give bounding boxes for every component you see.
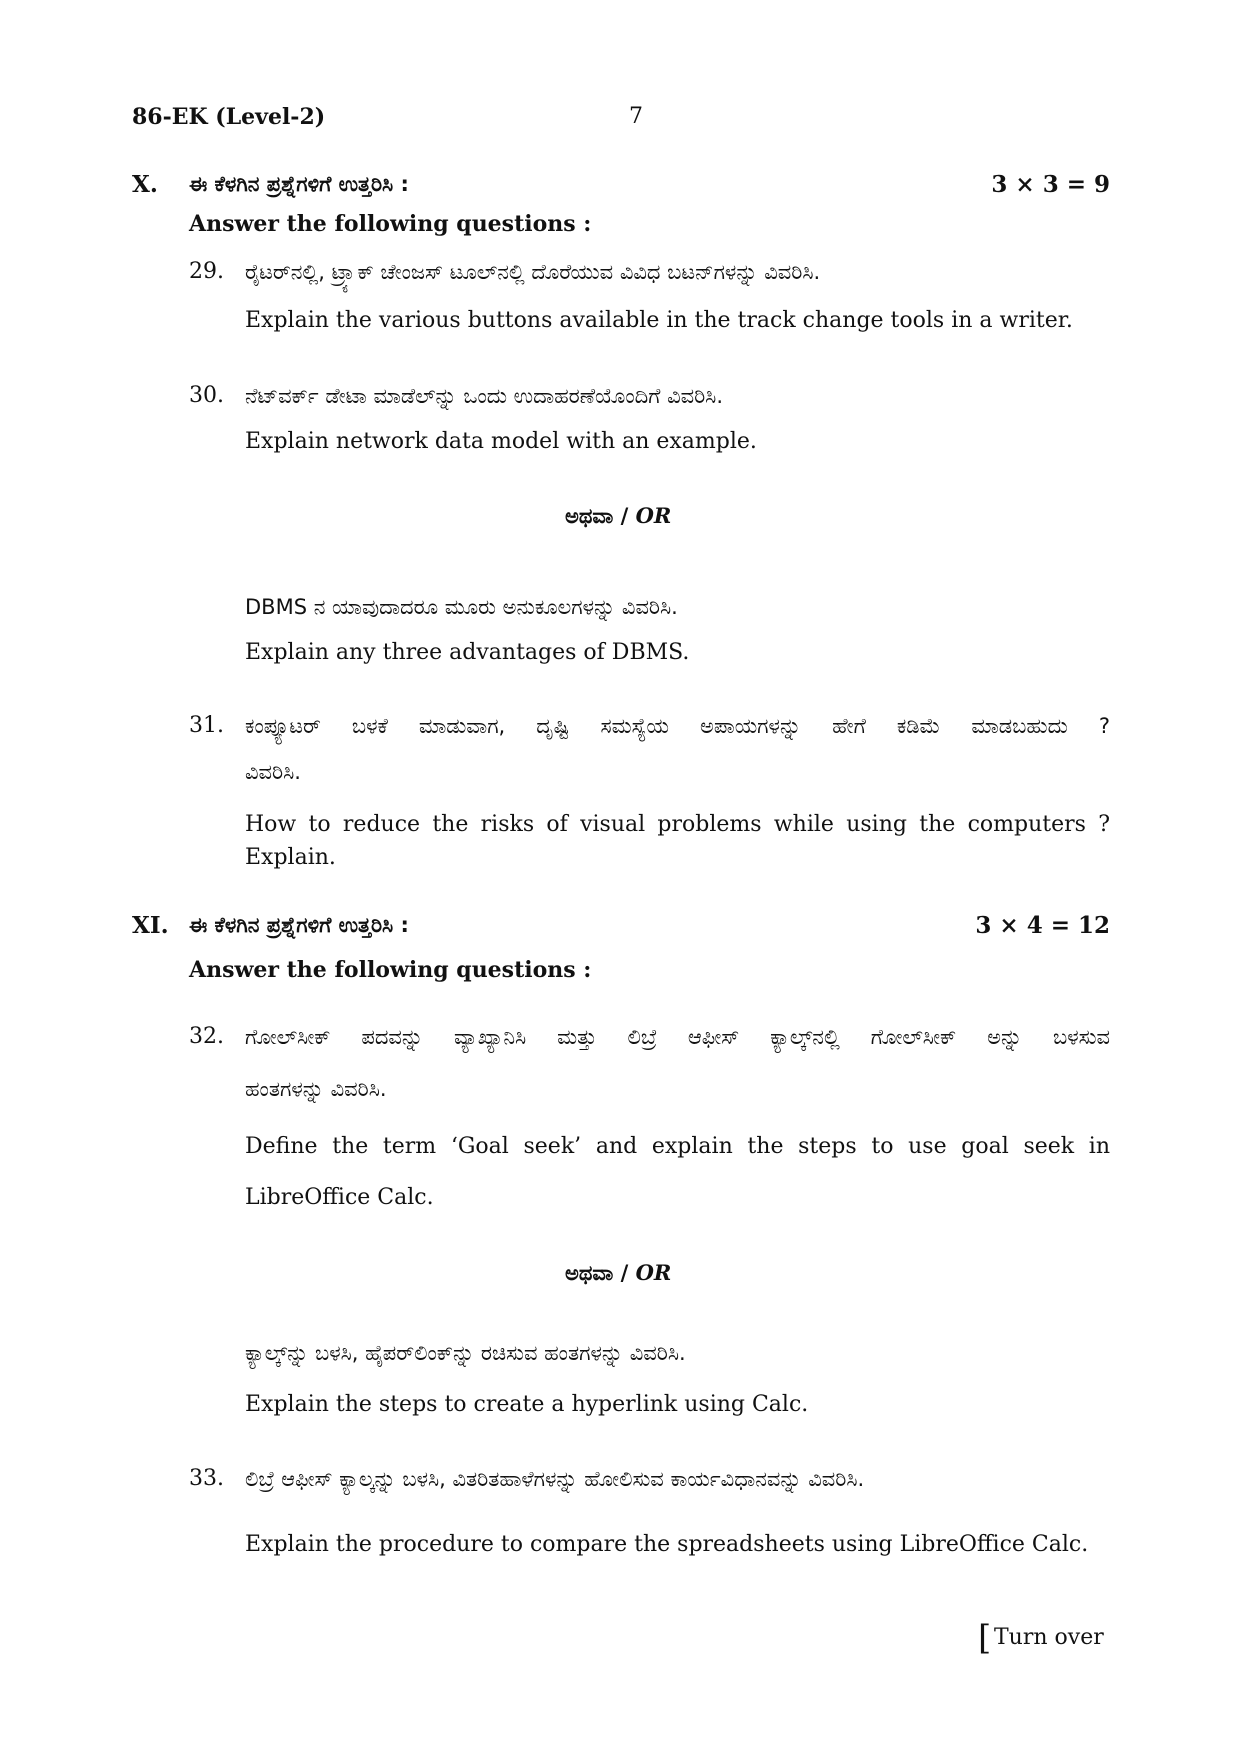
question-number: 29. xyxy=(189,259,224,284)
section-marks: 3 × 3 = 9 xyxy=(991,171,1110,198)
section-marks: 3 × 4 = 12 xyxy=(975,912,1110,939)
section-heading-kannada: ಈ ಕೆಳಗಿನ ಪ್ರಶ್ನೆಗಳಿಗೆ ಉತ್ತರಿಸಿ : xyxy=(189,913,409,937)
question-text-kannada: ಗೋಲ್‌ಸೀಕ್ ಪದವನ್ನು ವ್ಯಾಖ್ಯಾನಿಸಿ ಮತ್ತು ಲಿಬ್ರೆ ಆಫೀಸ್ ಕ್ಯಾಲ್ಕ್‌ನಲ್ಲಿ ಗೋಲ್‌ಸೀಕ್ ಅನ್ನು ಬಳಸುವ xyxy=(245,1025,1110,1049)
or-english: OR xyxy=(635,503,672,528)
question-number: 31. xyxy=(189,713,224,738)
question-text-english: Explain the procedure to compare the spreadsheets using LibreOffice Calc. xyxy=(245,1532,1089,1557)
section-heading-kannada: ಈ ಕೆಳಗಿನ ಪ್ರಶ್ನೆಗಳಿಗೆ ಉತ್ತರಿಸಿ : xyxy=(189,172,409,196)
question-text-english: Define the term ‘Goal seek’ and explain the steps to use goal seek in xyxy=(245,1134,1110,1159)
paper-code: 86-EK (Level-2) xyxy=(132,104,326,130)
page-number: 7 xyxy=(629,104,643,129)
section-numeral: XI. xyxy=(132,912,169,939)
or-separator xyxy=(565,1260,671,1286)
question-text-kannada: ರೈಟರ್‌ನಲ್ಲಿ, ಟ್ರ್ಯಾಕ್ ಚೇಂಜಸ್ ಟೂಲ್‌ನಲ್ಲಿ ದೊರೆಯುವ ವಿವಿಧ ಬಟನ್‌ಗಳನ್ನು ವಿವರಿಸಿ. xyxy=(245,260,821,284)
or-separator xyxy=(565,503,671,529)
question-text-english-continued: LibreOffice Calc. xyxy=(245,1185,434,1210)
question-number: 33. xyxy=(189,1466,224,1491)
question-text-english: Explain any three advantages of DBMS. xyxy=(245,640,690,665)
question-number: 30. xyxy=(189,383,224,408)
question-text-kannada: ಕ್ಯಾಲ್ಕ್‌ನ್ನು ಬಳಸಿ, ಹೈಪರ್‌ಲಿಂಕ್‌ನ್ನು ರಚಿಸುವ ಹಂತಗಳನ್ನು ವಿವರಿಸಿ. xyxy=(245,1341,686,1365)
turn-over-note xyxy=(978,1618,1110,1659)
bracket-mark: [ xyxy=(978,1618,992,1658)
question-text-english: Explain network data model with an example. xyxy=(245,429,757,454)
question-text-english-continued: Explain. xyxy=(245,845,336,870)
question-number: 32. xyxy=(189,1024,224,1049)
section-numeral: X. xyxy=(132,171,158,198)
question-text-kannada: ಕಂಪ್ಯೂಟರ್ ಬಳಕೆ ಮಾಡುವಾಗ, ದೃಷ್ಟಿ ಸಮಸ್ಯೆಯ ಅಪಾಯಗಳನ್ನು ಹೇಗೆ ಕಡಿಮೆ ಮಾಡಬಹುದು ? xyxy=(245,714,1110,738)
question-text-english: How to reduce the risks of visual problems while using the computers ? xyxy=(245,812,1110,837)
question-text-kannada-continued: ಹಂತಗಳನ್ನು ವಿವರಿಸಿ. xyxy=(245,1077,387,1101)
question-text-kannada-continued: ವಿವರಿಸಿ. xyxy=(245,760,301,784)
section-heading-english: Answer the following questions : xyxy=(189,957,592,983)
section-heading-english: Answer the following questions : xyxy=(189,211,592,237)
question-text-kannada: ನೆಟ್‌ವರ್ಕ್ ಡೇಟಾ ಮಾಡೆಲ್‌ನ್ನು ಒಂದು ಉದಾಹರಣೆಯೊಂದಿಗೆ ವಿವರಿಸಿ. xyxy=(245,384,724,408)
question-text-english: Explain the steps to create a hyperlink using Calc. xyxy=(245,1392,809,1417)
turn-over-text: Turn over xyxy=(994,1625,1104,1650)
or-english: OR xyxy=(635,1260,672,1285)
question-text-english: Explain the various buttons available in the track change tools in a writer. xyxy=(245,308,1073,333)
question-text-kannada: DBMS ನ ಯಾವುದಾದರೂ ಮೂರು ಅನುಕೂಲಗಳನ್ನು ವಿವರಿಸಿ. xyxy=(245,595,678,619)
question-text-kannada: ಲಿಬ್ರೆ ಆಫೀಸ್ ಕ್ಯಾಲ್ಕನ್ನು ಬಳಸಿ, ವಿತರಿತಹಾಳೆಗಳನ್ನು ಹೋಲಿಸುವ ಕಾರ್ಯವಿಧಾನವನ್ನು ವಿವರಿಸಿ. xyxy=(245,1467,865,1491)
or-kannada: ಅಥವಾ / xyxy=(565,1261,629,1285)
or-kannada: ಅಥವಾ / xyxy=(565,504,629,528)
